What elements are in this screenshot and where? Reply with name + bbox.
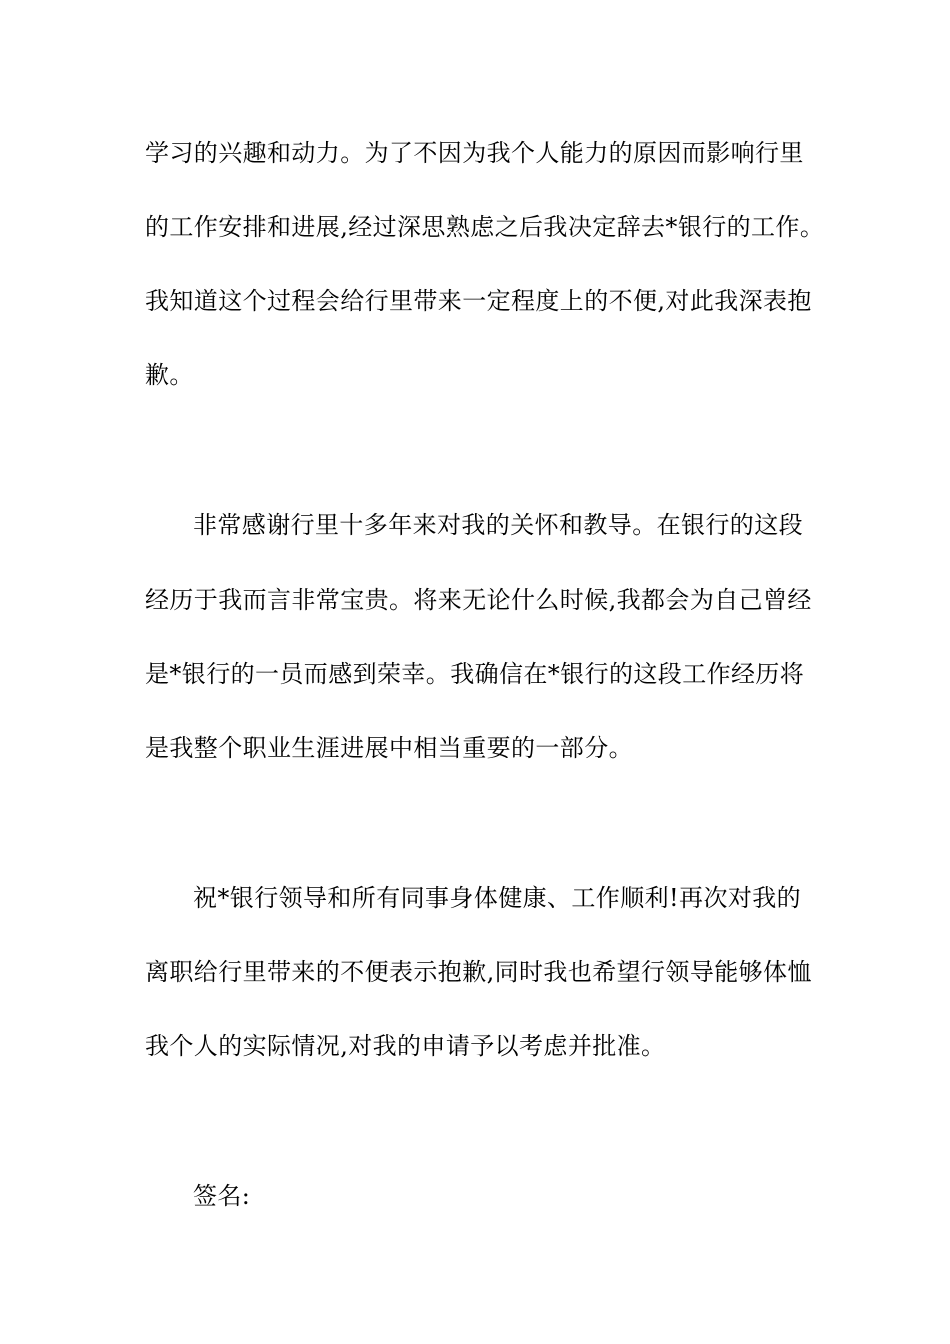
text-line: 我个人的实际情况,对我的申请予以考虑并批准。 bbox=[145, 1032, 666, 1060]
text-line: 的工作安排和进展,经过深思熟虑之后我决定辞去*银行的工作。 bbox=[145, 213, 825, 241]
text-line: 我知道这个过程会给行里带来一定程度上的不便,对此我深表抱 bbox=[145, 287, 812, 315]
text-line: 学习的兴趣和动力。为了不因为我个人能力的原因而影响行里 bbox=[145, 139, 804, 167]
text-line: 祝*银行领导和所有同事身体健康、工作顺利!再次对我的 bbox=[193, 884, 802, 912]
text-line: 经历于我而言非常宝贵。将来无论什么时候,我都会为自己曾经 bbox=[145, 586, 812, 614]
text-line: 歉。 bbox=[145, 361, 194, 389]
text-line: 是*银行的一员而感到荣幸。我确信在*银行的这段工作经历将 bbox=[145, 660, 805, 688]
text-line: 是我整个职业生涯进展中相当重要的一部分。 bbox=[145, 734, 633, 762]
text-line: 非常感谢行里十多年来对我的关怀和教导。在银行的这段 bbox=[193, 511, 803, 539]
text-line: 离职给行里带来的不便表示抱歉,同时我也希望行领导能够体恤 bbox=[145, 958, 812, 986]
signature-label: 签名: bbox=[193, 1182, 251, 1210]
